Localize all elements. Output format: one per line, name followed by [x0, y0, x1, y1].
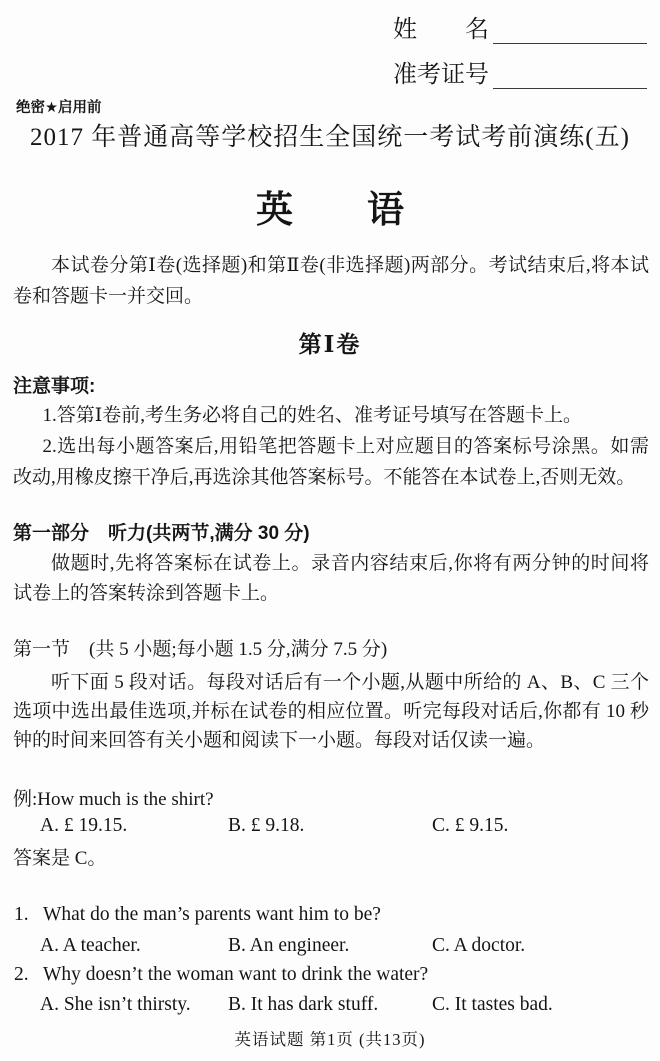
question-1	[14, 903, 652, 927]
name-field-blank-line	[493, 17, 647, 44]
part1-heading: 第一部分 听力(共两节,满分 30 分)	[13, 523, 310, 544]
subject-title: 英 语	[256, 189, 404, 230]
question-1-option-a: A. A teacher.	[40, 935, 141, 956]
question-2-text: Why doesn’t the woman want to drink the water?	[43, 964, 429, 985]
question-2	[14, 963, 652, 987]
example-option-a: A. £ 19.15.	[40, 815, 128, 836]
note-item-2: 2.选出每小题答案后,用铅笔把答题卡上对应题目的答案标号涂黑。如需改动,用橡皮擦干净后,再选涂其他答案标号。不能答在本试卷上,否则无效。	[13, 436, 649, 488]
question-2-option-a: A. She isn’t thirsty.	[40, 994, 191, 1015]
name-field-row	[393, 16, 647, 44]
example-option-b: B. £ 9.18.	[228, 815, 305, 836]
section1-heading: 第一节 (共 5 小题;每小题 1.5 分,满分 7.5 分)	[13, 639, 388, 660]
name-field-label: 姓 名	[393, 17, 489, 43]
question-2-options-row	[40, 993, 652, 1017]
exam-id-field-row	[393, 61, 647, 89]
question-1-options-row	[40, 934, 652, 958]
example-question-line	[13, 784, 214, 811]
section1-instructions: 听下面 5 段对话。每段对话后有一个小题,从题中所给的 A、B、C 三个选项中选出最佳选项,并标在试卷的相应位置。听完每段对话后,你都有 10 秒钟的时间来回答有关小题和阅读下一小题。每段对话仅读一遍。	[13, 672, 649, 751]
notes-heading: 注意事项:	[13, 376, 96, 397]
question-1-text: What do the man’s parents want him to be?	[43, 904, 381, 925]
volume-heading: 第Ⅰ卷	[298, 332, 362, 357]
note-item-1: 1.答第Ⅰ卷前,考生务必将自己的姓名、准考证号填写在答题卡上。	[42, 405, 582, 426]
example-option-c: C. £ 9.15.	[432, 815, 509, 836]
exam-title: 2017 年普通高等学校招生全国统一考试考前演练(五)	[30, 124, 630, 151]
exam-id-blank-line	[493, 62, 647, 89]
example-label: 例:	[13, 789, 38, 810]
question-1-number: 1.	[14, 904, 29, 925]
question-2-option-b: B. It has dark stuff.	[228, 994, 379, 1015]
exam-id-field-label: 准考证号	[393, 62, 489, 88]
question-1-option-b: B. An engineer.	[228, 935, 350, 956]
question-2-option-c: C. It tastes bad.	[432, 994, 553, 1015]
question-1-option-c: C. A doctor.	[432, 935, 526, 956]
example-answer: 答案是 C。	[13, 848, 107, 869]
example-options-row	[40, 814, 652, 838]
question-2-number: 2.	[14, 964, 29, 985]
intro-paragraph: 本试卷分第Ⅰ卷(选择题)和第Ⅱ卷(非选择题)两部分。考试结束后,将本试卷和答题卡一并交回。	[13, 255, 649, 307]
part1-note: 做题时,先将答案标在试卷上。录音内容结束后,你将有两分钟的时间将试卷上的答案转涂到答题卡上。	[13, 553, 649, 604]
page-footer: 英语试题 第1页 (共13页)	[234, 1030, 426, 1049]
secrecy-notice: 绝密★启用前	[16, 100, 102, 116]
example-question-text: How much is the shirt?	[37, 789, 214, 810]
